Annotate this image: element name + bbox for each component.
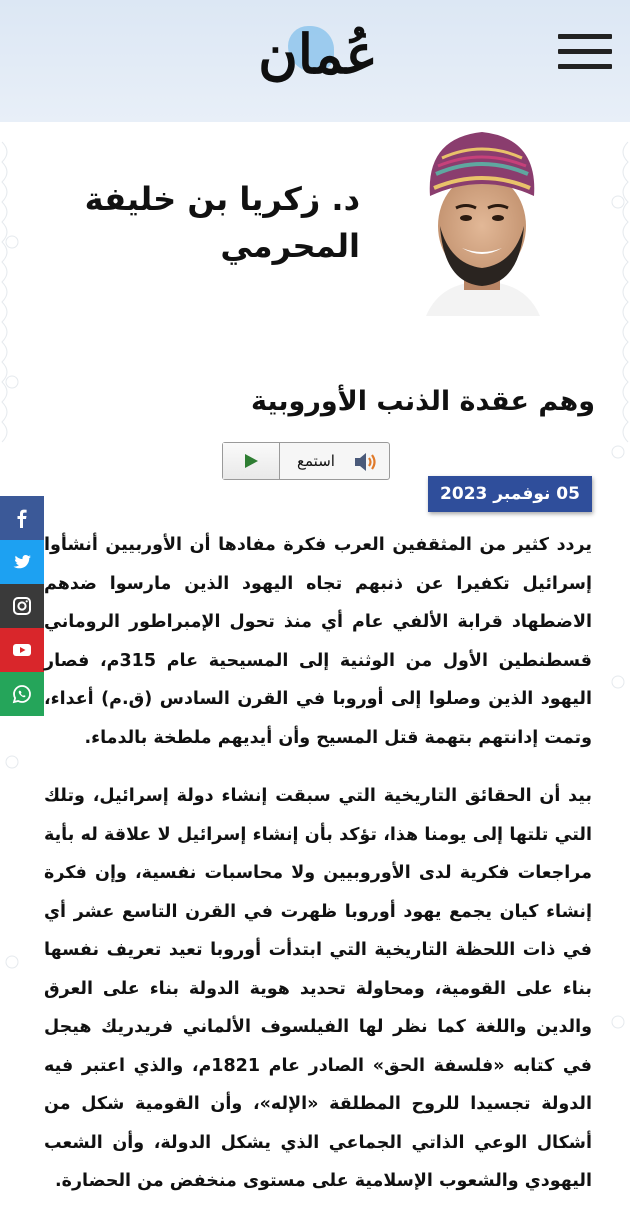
author-name[interactable] <box>40 176 360 270</box>
site-logo[interactable] <box>248 12 388 96</box>
author-name-line2: المحرمي <box>220 227 360 265</box>
article-paragraph: بيد أن الحقائق التاريخية التي سبقت إنشاء دولة إسرائيل، وتلك التي تلتها إلى يومنا هذا، تؤكد بأن إنشاء إسرائيل لا علاقة له بأية مراجعات فكرية لدى الأوروبيين ولا محاسبات نفسية، وإن فكرة إنشاء كيان يجمع يهود أوروبا ظهرت في القرن التاسع عشر أي في ذات اللحظة التاريخية التي ابتدأت أوروبا تعيد تعريف نفسها بناء على القومية، ومحاولة تحديد هوية الدولة بناء على العرق والدين واللغة كما نظر لها الفيلسوف الألماني فريدريك هيجل في كتابه «فلسفة الحق» الصادر عام 1821م، والذي اعتبر فيه الدولة تجسيدا للروح المطلقة «الإله»، وأن القومية شكل من أشكال الوعي الذاتي الجماعي الذي يشكل الدولة، وأن الشعب اليهودي والشعوب الإسلامية على مستوى منخفض من الحضارة. <box>44 786 592 1191</box>
play-button[interactable] <box>223 443 280 479</box>
whatsapp-share-button[interactable] <box>0 672 44 716</box>
article-date: 05 نوفمبر 2023 <box>428 476 592 512</box>
facebook-share-button[interactable] <box>0 496 44 540</box>
decorative-pattern-right <box>608 122 630 1200</box>
instagram-icon <box>12 596 32 616</box>
share-bar <box>0 496 44 716</box>
logo-text: عُمان <box>258 22 378 86</box>
whatsapp-icon <box>12 684 32 704</box>
twitter-share-button[interactable] <box>0 540 44 584</box>
listen-label: استمع <box>297 452 335 470</box>
author-avatar <box>408 118 554 316</box>
author-name-line1: د. زكريا بن خليفة <box>84 180 360 218</box>
speaker-icon <box>353 451 379 473</box>
facebook-icon <box>12 508 32 528</box>
hamburger-menu-icon[interactable] <box>558 34 612 70</box>
instagram-share-button[interactable] <box>0 584 44 628</box>
youtube-icon <box>12 640 32 660</box>
youtube-share-button[interactable] <box>0 628 44 672</box>
play-icon <box>243 453 259 469</box>
article-paragraph: يردد كثير من المثقفين العرب فكرة مفادها أن الأوربيين أنشأوا إسرائيل تكفيرا عن ذنبهم تجاه اليهود الذين مارسوا ضدهم الاضطهاد قرابة الألفي عام أي منذ تحول الإمبراطور الروماني قسطنطين الأول من الوثنية إلى المسيحية عام 315م، فصار اليهود الذين وصلوا إلى أوروبا في القرن السادس (ق.م) أعداء، وتمت إدانتهم بتهمة قتل المسيح وأن أيديهم ملطخة بالدماء. <box>44 535 593 748</box>
listen-button[interactable] <box>222 442 390 480</box>
article-title: وهم عقدة الذنب الأوروبية <box>251 386 595 417</box>
site-header <box>0 0 630 122</box>
article-body <box>44 526 592 1221</box>
twitter-icon <box>12 552 32 572</box>
